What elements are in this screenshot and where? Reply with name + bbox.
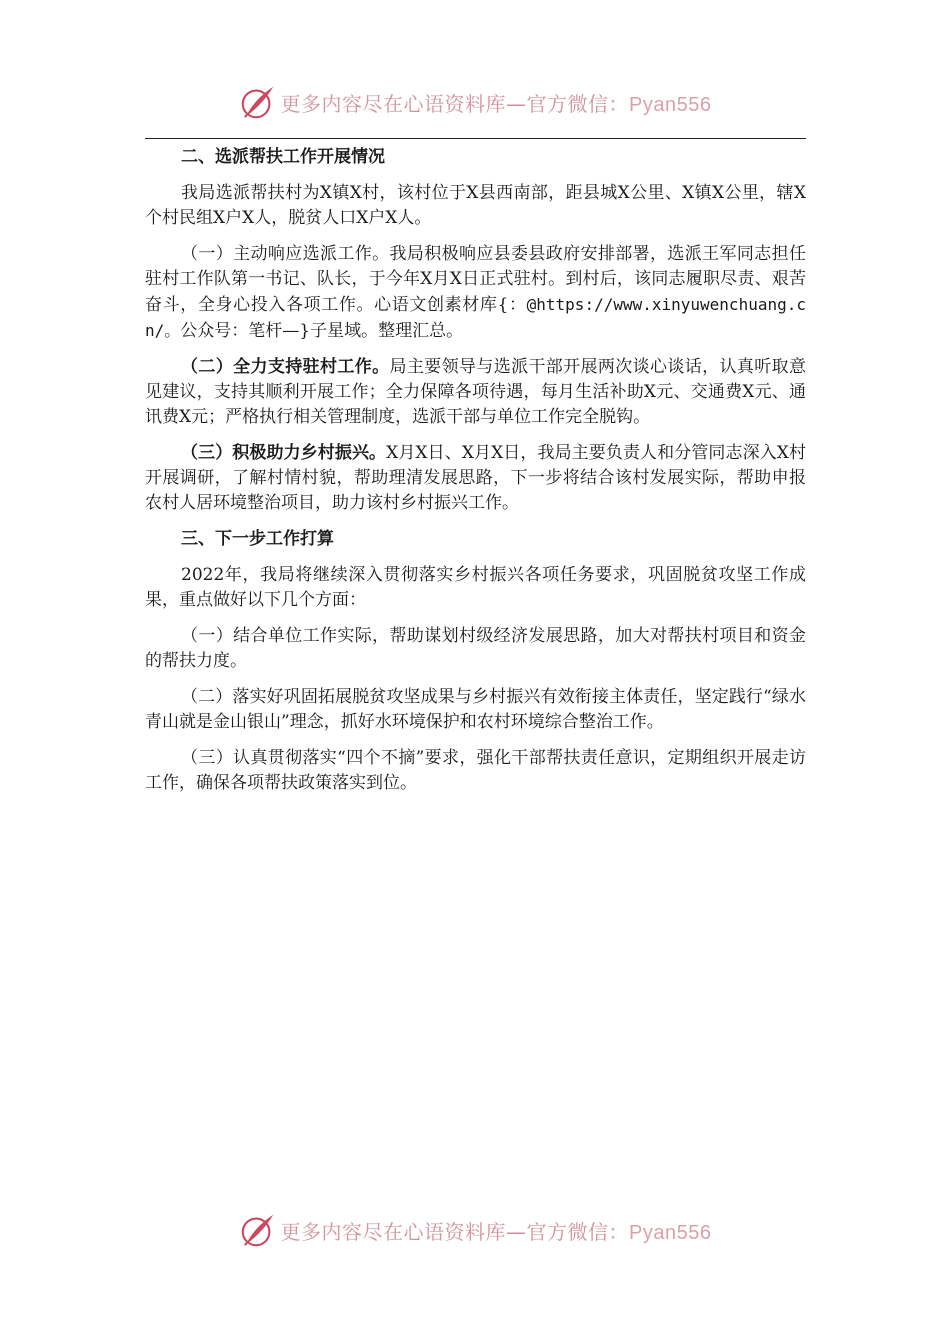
paragraph: （一）结合单位工作实际，帮助谋划村级经济发展思路，加大对帮扶村项目和资金的帮扶力度。	[145, 626, 806, 671]
wechat-id: Pyan556	[629, 1221, 712, 1244]
paragraph: 2022年，我局将继续深入贯彻落实乡村振兴各项任务要求，巩固脱贫攻坚工作成果，重点做好以下几个方面：	[145, 565, 806, 610]
header-rule	[145, 138, 806, 139]
paragraph: （三）积极助力乡村振兴。X月X日、X月X日，我局主要负责人和分管同志深入X村开展调研，了解村情村貌，帮助理清发展思路，下一步将结合该村发展实际，帮助申报农村人居环境整治项目，助力该村乡村振兴工作。	[145, 443, 807, 513]
paragraph: 我局选派帮扶村为X镇X村，该村位于X县西南部，距县城X公里、X镇X公里，辖X个村民组X户X人，脱贫人口X户X人。	[145, 183, 806, 228]
bold-lead: （二）全力支持驻村工作。	[181, 357, 390, 377]
paragraph: （一）主动响应选派工作。我局积极响应县委县政府安排部署，选派王军同志担任驻村工作队第一书记、队长，于今年X月X日正式驻村。到村后，该同志履职尽责、艰苦奋斗，全身心投入各项工作。心语文创素材库{：@https://www.xinyuwenchuang.cn/。公众号：笔杆—}子星域。整理汇总。	[145, 244, 806, 341]
quill-logo-icon	[239, 83, 277, 121]
paragraph: （三）认真贯彻落实“四个不摘”要求，强化干部帮扶责任意识，定期组织开展走访工作，确保各项帮扶政策落实到位。	[145, 748, 806, 793]
paragraph: （二）落实好巩固拓展脱贫攻坚成果与乡村振兴有效衔接主体责任，坚定践行“绿水青山就是金山银山”理念，抓好水环境保护和农村环境综合整治工作。	[145, 687, 806, 732]
section-heading: 二、选派帮扶工作开展情况	[181, 147, 385, 167]
banner-text: 更多内容尽在心语资料库—官方微信：Pyan556	[280, 1219, 712, 1244]
url-text: @https://www.xinyuwenchuang.cn/。	[145, 295, 806, 340]
paragraph: （二）全力支持驻村工作。局主要领导与选派干部开展两次谈心谈话，认真听取意见建议，支持其顺利开展工作；全力保障各项待遇，每月生活补助X元、交通费X元、通讯费X元；严格执行相关管理制度，选派干部与单位工作完全脱钩。	[145, 357, 807, 427]
wechat-id: Pyan556	[629, 93, 712, 116]
quill-logo-icon	[239, 1211, 277, 1249]
banner-text: 更多内容尽在心语资料库—官方微信：Pyan556	[280, 91, 712, 116]
footer-banner	[0, 1210, 950, 1250]
section-heading: 三、下一步工作打算	[181, 529, 334, 549]
document-body	[145, 145, 806, 807]
bold-lead: （三）积极助力乡村振兴。	[181, 443, 387, 463]
header-banner	[0, 82, 950, 122]
